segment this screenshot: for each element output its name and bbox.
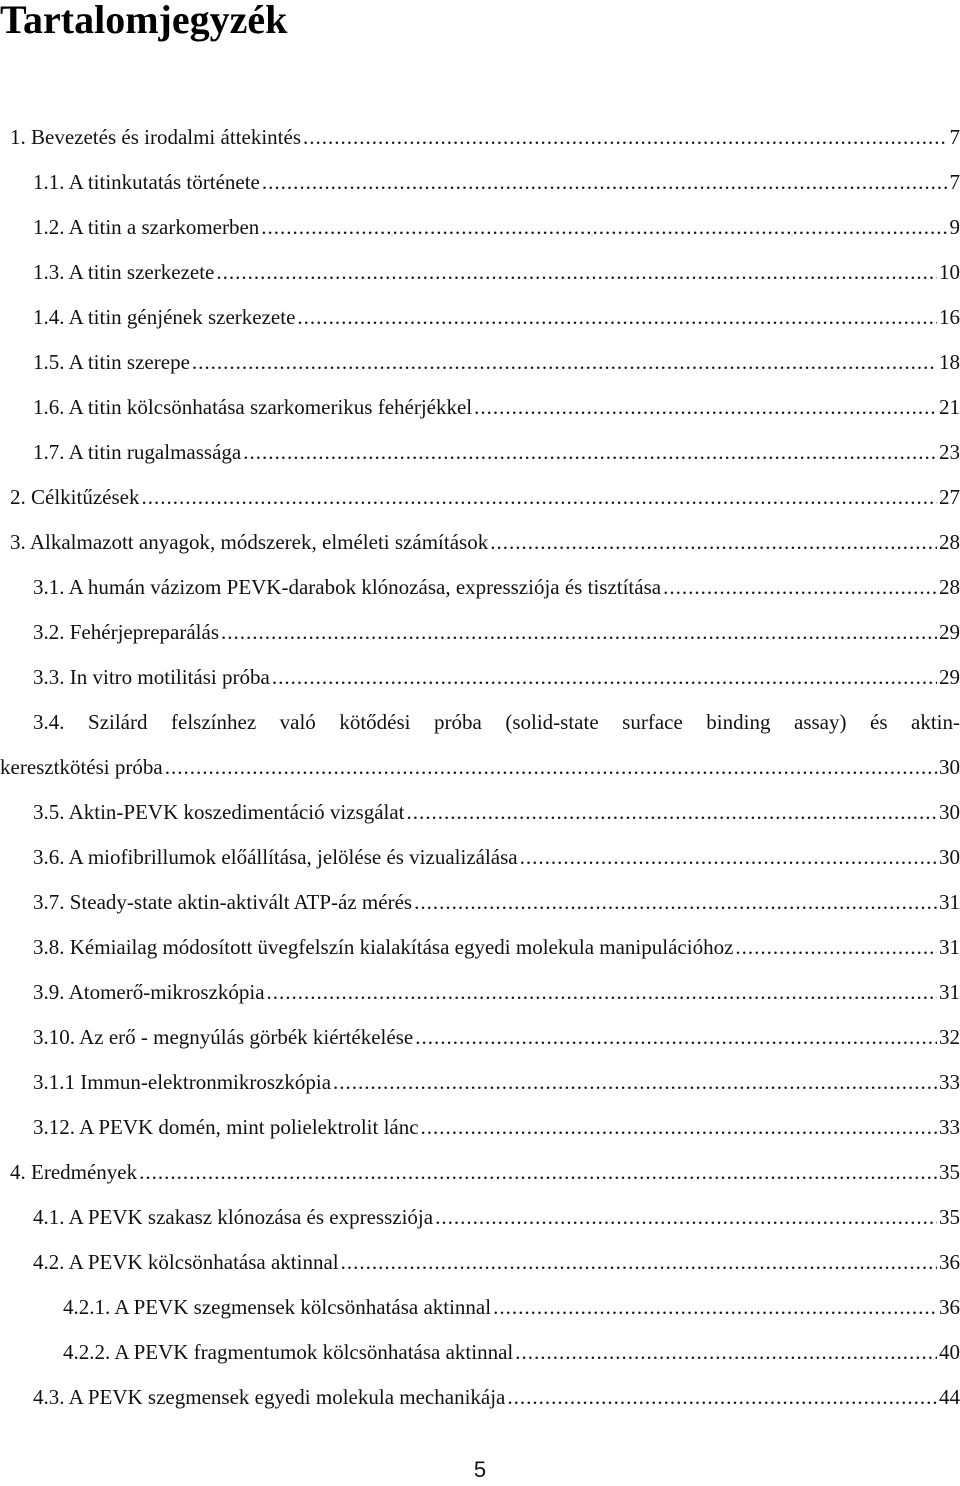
toc-entry[interactable]	[0, 790, 960, 835]
toc-entry-page: 21	[939, 395, 960, 419]
toc-entry[interactable]	[0, 925, 960, 970]
toc-entry[interactable]	[0, 160, 960, 205]
dot-leader	[490, 520, 937, 565]
toc-entry-label: 3.7. Steady-state aktin-aktivált ATP-áz mérés	[33, 880, 412, 925]
dot-leader	[435, 1195, 937, 1240]
toc-entry-label: 4.3. A PEVK szegmensek egyedi molekula mechanikája	[33, 1375, 505, 1420]
toc-entry-label: 1.5. A titin szerepe	[33, 340, 190, 385]
toc-entry-page: 35	[939, 1160, 960, 1184]
toc-entry-label: 1.7. A titin rugalmassága	[33, 430, 241, 475]
toc-entry[interactable]	[0, 565, 960, 610]
toc-entry-page: 29	[939, 620, 960, 644]
toc-entry-label: 3.4. Szilárd felszínhez való kötődési próba (solid-state surface binding assay) és aktin-	[33, 710, 960, 734]
toc-entry[interactable]	[0, 385, 960, 430]
dot-leader	[267, 970, 937, 1015]
toc-entry[interactable]	[0, 655, 960, 700]
dot-leader	[520, 835, 937, 880]
toc-entry-label: 3.8. Kémiailag módosított üvegfelszín kialakítása egyedi molekula manipulációhoz	[33, 925, 733, 970]
toc-entry-label: 4.2.2. A PEVK fragmentumok kölcsönhatása aktinnal	[63, 1330, 513, 1375]
toc-entry-page: 30	[939, 800, 960, 824]
dot-leader	[735, 925, 937, 970]
dot-leader	[221, 610, 937, 655]
dot-leader	[474, 385, 937, 430]
toc-entry[interactable]	[0, 700, 960, 790]
toc-entry-page: 35	[939, 1205, 960, 1229]
dot-leader	[515, 1330, 937, 1375]
toc-entry-continuation: keresztkötési próba	[0, 745, 163, 790]
toc-entry-page: 10	[939, 260, 960, 284]
page-title: Tartalomjegyzék	[0, 0, 288, 42]
dot-leader	[421, 1105, 937, 1150]
toc-entry-label: 1.3. A titin szerkezete	[33, 250, 214, 295]
toc-entry-page: 7	[949, 125, 960, 149]
toc-entry-label: 1.2. A titin a szarkomerben	[33, 205, 259, 250]
toc-entry-page: 44	[939, 1385, 960, 1409]
dot-leader	[243, 430, 937, 475]
toc-entry-page: 30	[939, 755, 960, 779]
dot-leader	[272, 655, 937, 700]
toc-entry-page: 23	[939, 440, 960, 464]
toc-entry-label: 4. Eredmények	[10, 1150, 137, 1195]
toc-entry-label: 1. Bevezetés és irodalmi áttekintés	[10, 115, 301, 160]
toc-entry[interactable]	[0, 430, 960, 475]
toc-entry-label: 3.10. Az erő - megnyúlás görbék kiértékelése	[33, 1015, 413, 1060]
toc-entry[interactable]	[0, 1375, 960, 1420]
toc-entry-label: 3.5. Aktin-PEVK koszedimentáció vizsgálat	[33, 790, 405, 835]
dot-leader	[141, 475, 937, 520]
dot-leader	[493, 1285, 937, 1330]
toc-entry-page: 18	[939, 350, 960, 374]
toc-entry-page: 30	[939, 845, 960, 869]
dot-leader	[261, 205, 947, 250]
toc-entry-page: 9	[949, 215, 960, 239]
toc-entry-label: 2. Célkitűzések	[10, 475, 139, 520]
dot-leader	[407, 790, 937, 835]
toc-entry-label: 3.2. Fehérjepreparálás	[33, 610, 219, 655]
toc-entry-label: 3.9. Atomerő-mikroszkópia	[33, 970, 265, 1015]
toc-entry[interactable]	[0, 295, 960, 340]
toc-entry-page: 31	[939, 980, 960, 1004]
toc-entry-page: 32	[939, 1025, 960, 1049]
toc-entry[interactable]	[0, 1150, 960, 1195]
dot-leader	[303, 115, 948, 160]
dot-leader	[139, 1150, 937, 1195]
toc-entry[interactable]	[0, 475, 960, 520]
toc-entry[interactable]	[0, 1330, 960, 1375]
toc-entry-page: 27	[939, 485, 960, 509]
toc-entry-page: 31	[939, 890, 960, 914]
toc-entry[interactable]	[0, 970, 960, 1015]
toc-entry[interactable]	[0, 1285, 960, 1330]
dot-leader	[341, 1240, 937, 1285]
toc-entry-label: 1.4. A titin génjének szerkezete	[33, 295, 295, 340]
toc-entry-label: 3.3. In vitro motilitási próba	[33, 655, 270, 700]
toc-entry[interactable]	[0, 1060, 960, 1105]
dot-leader	[216, 250, 937, 295]
toc-entry-label: 4.2. A PEVK kölcsönhatása aktinnal	[33, 1240, 339, 1285]
toc-entry-page: 29	[939, 665, 960, 689]
toc-entry[interactable]	[0, 520, 960, 565]
toc-entry-label: 3.1.1 Immun-elektronmikroszkópia	[33, 1060, 331, 1105]
table-of-contents	[0, 115, 960, 1420]
toc-entry[interactable]	[0, 250, 960, 295]
toc-entry-page: 28	[939, 575, 960, 599]
dot-leader	[165, 745, 937, 790]
toc-entry-label: 3. Alkalmazott anyagok, módszerek, elméleti számítások	[10, 520, 488, 565]
dot-leader	[415, 1015, 937, 1060]
toc-entry-label: 4.2.1. A PEVK szegmensek kölcsönhatása aktinnal	[63, 1285, 491, 1330]
dot-leader	[262, 160, 948, 205]
toc-entry[interactable]	[0, 1015, 960, 1060]
toc-entry[interactable]	[0, 835, 960, 880]
dot-leader	[333, 1060, 937, 1105]
toc-entry[interactable]	[0, 1105, 960, 1150]
toc-entry-label: 1.6. A titin kölcsönhatása szarkomerikus fehérjékkel	[33, 385, 472, 430]
toc-entry[interactable]	[0, 205, 960, 250]
dot-leader	[663, 565, 937, 610]
toc-entry[interactable]	[0, 1195, 960, 1240]
toc-entry-page: 7	[949, 170, 960, 194]
toc-entry-page: 33	[939, 1115, 960, 1139]
toc-entry[interactable]	[0, 115, 960, 160]
toc-entry-label: 3.12. A PEVK domén, mint polielektrolit lánc	[33, 1105, 419, 1150]
toc-entry[interactable]	[0, 610, 960, 655]
toc-entry-label: 3.1. A humán vázizom PEVK-darabok klónozása, expressziója és tisztítása	[33, 565, 661, 610]
toc-entry-page: 36	[939, 1295, 960, 1319]
toc-entry-label: 4.1. A PEVK szakasz klónozása és expressziója	[33, 1195, 433, 1240]
toc-entry-label: 1.1. A titinkutatás története	[33, 160, 260, 205]
toc-entry-page: 33	[939, 1070, 960, 1094]
toc-entry-page: 31	[939, 935, 960, 959]
toc-entry-page: 36	[939, 1250, 960, 1274]
toc-entry[interactable]	[0, 880, 960, 925]
dot-leader	[192, 340, 937, 385]
toc-entry-page: 28	[939, 530, 960, 554]
toc-entry[interactable]	[0, 340, 960, 385]
page-number: 5	[473, 1457, 487, 1482]
dot-leader	[507, 1375, 937, 1420]
dot-leader	[297, 295, 937, 340]
toc-entry[interactable]	[0, 1240, 960, 1285]
toc-entry-page: 40	[939, 1340, 960, 1364]
toc-entry-label: 3.6. A miofibrillumok előállítása, jelölése és vizualizálása	[33, 835, 518, 880]
toc-entry-page: 16	[939, 305, 960, 329]
dot-leader	[414, 880, 937, 925]
